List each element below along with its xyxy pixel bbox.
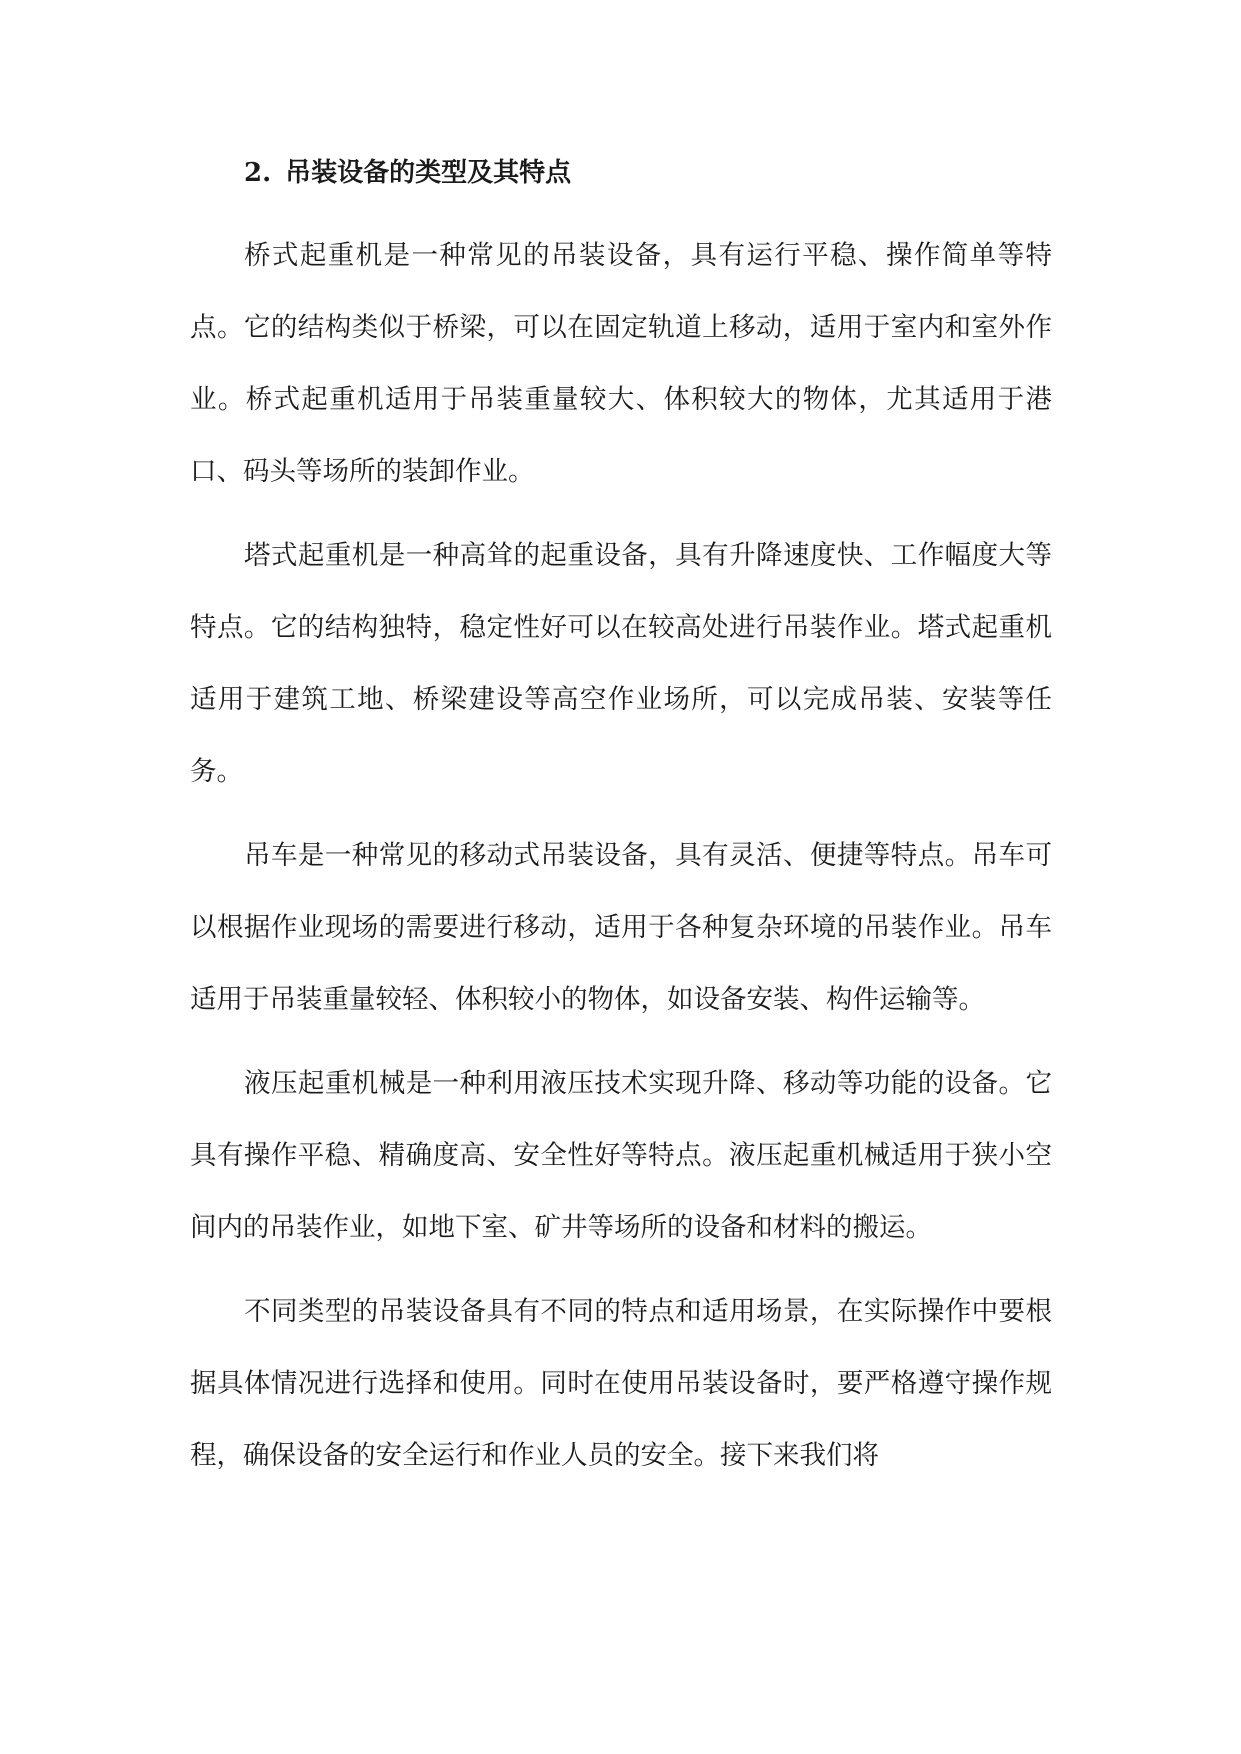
paragraph-bridge-crane: 桥式起重机是一种常见的吊装设备，具有运行平稳、操作简单等特点。它的结构类似于桥梁，可以在固定轨道上移动，适用于室内和室外作业。桥式起重机适用于吊装重量较大、体积较大的物体，尤其适用于港口、码头等场所的装卸作业。 <box>190 240 1052 487</box>
section-title: 吊装设备的类型及其特点 <box>285 158 572 188</box>
paragraph-tower-crane: 塔式起重机是一种高耸的起重设备，具有升降速度快、工作幅度大等特点。它的结构独特，稳定性好可以在较高处进行吊装作业。塔式起重机适用于建筑工地、桥梁建设等高空作业场所，可以完成吊装、安装等任务。 <box>190 540 1052 787</box>
document-body <box>190 148 1052 1492</box>
paragraph-mobile-crane: 吊车是一种常见的移动式吊装设备，具有灵活、便捷等特点。吊车可以根据作业现场的需要进行移动，适用于各种复杂环境的吊装作业。吊车适用于吊装重量较轻、体积较小的物体，如设备安装、构件运输等。 <box>190 840 1052 1015</box>
paragraph-summary: 不同类型的吊装设备具有不同的特点和适用场景，在实际操作中要根据具体情况进行选择和使用。同时在使用吊装设备时，要严格遵守操作规程，确保设备的安全运行和作业人员的安全。接下来我们将 <box>190 1296 1052 1471</box>
section-heading <box>244 148 1052 198</box>
paragraph-hydraulic-crane: 液压起重机械是一种利用液压技术实现升降、移动等功能的设备。它具有操作平稳、精确度高、安全性好等特点。液压起重机械适用于狭小空间内的吊装作业，如地下室、矿井等场所的设备和材料的搬运。 <box>190 1068 1052 1243</box>
section-number: 2. <box>244 158 272 188</box>
